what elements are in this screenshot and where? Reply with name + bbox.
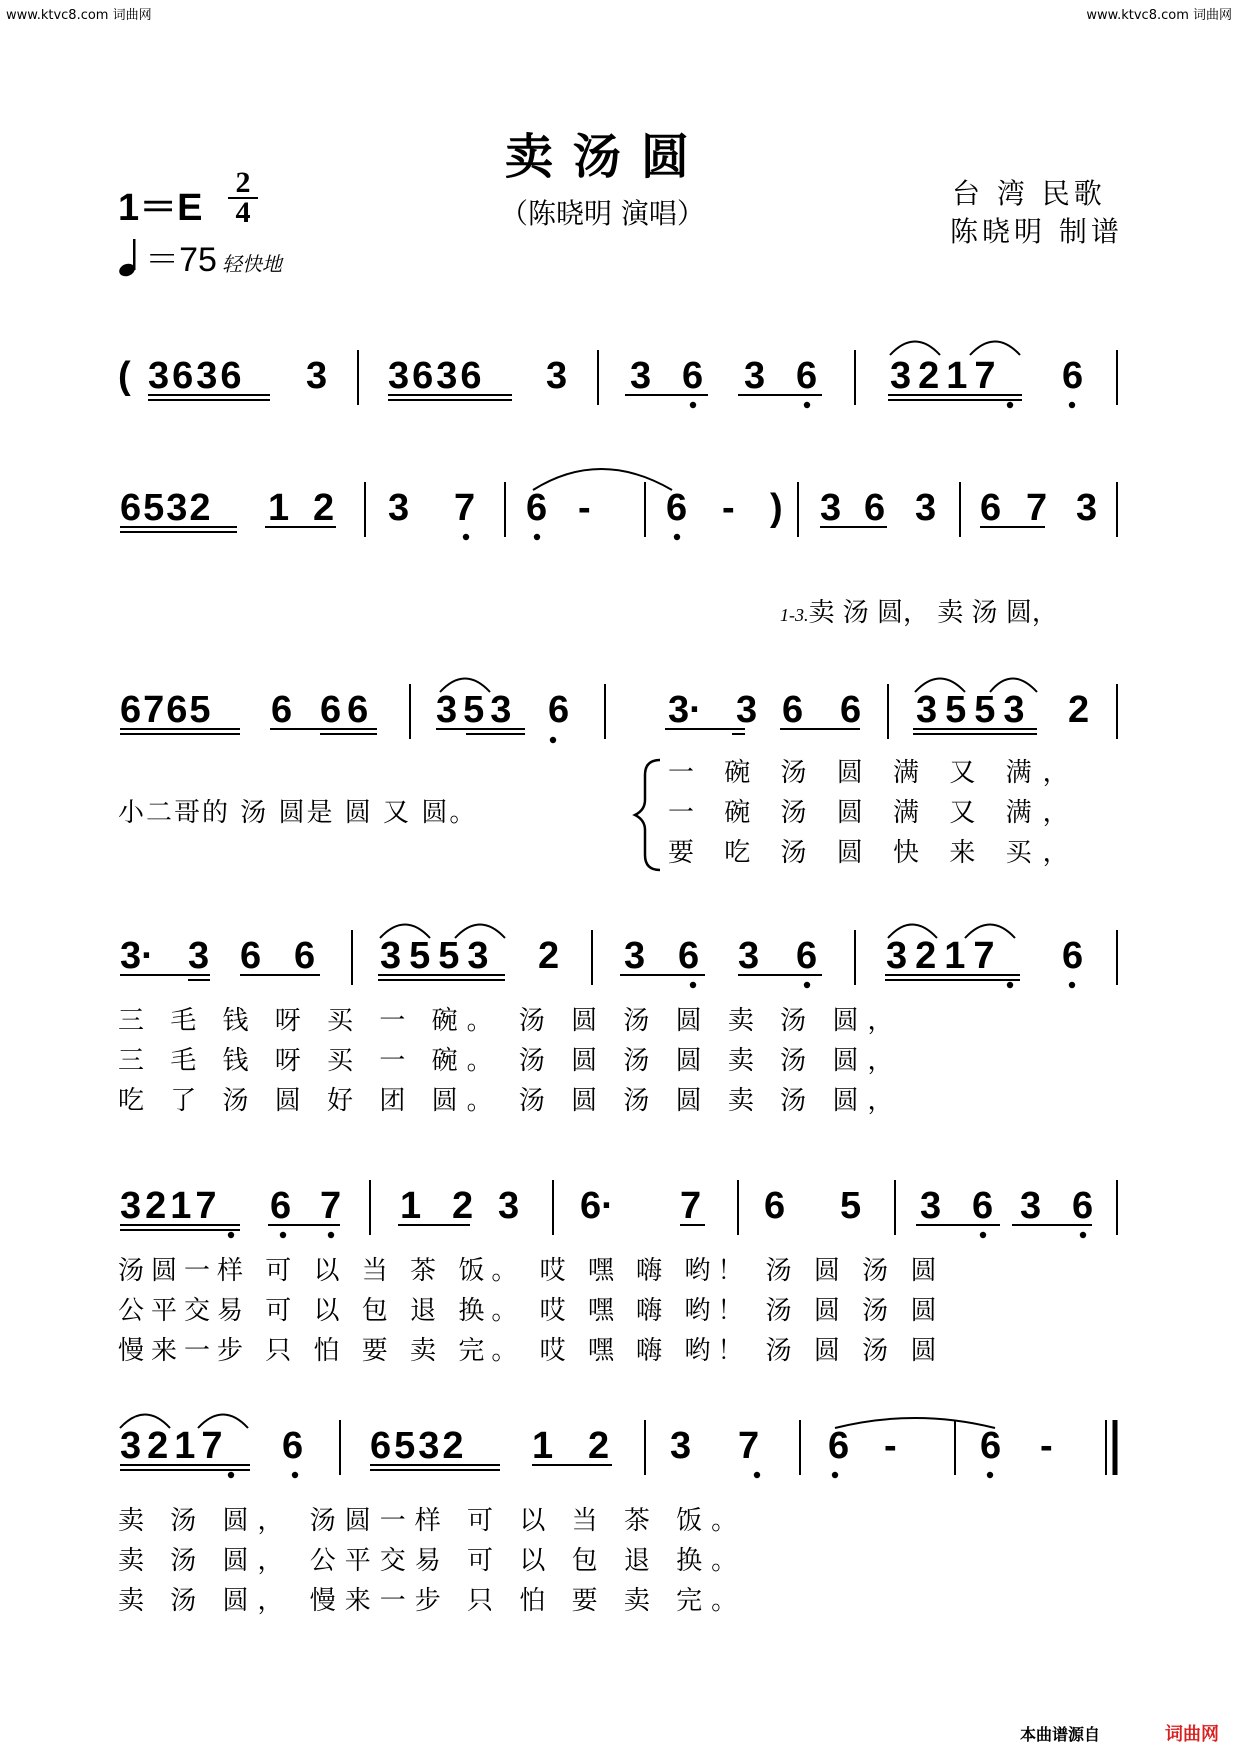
- octave-dot: [228, 1472, 234, 1478]
- lyric-line-4-verse-3: 吃 了 汤 圆 好 团 圆。 汤 圆 汤 圆 卖 汤 圆，: [118, 1086, 903, 1116]
- octave-dot: [463, 534, 469, 540]
- time-signature-top: 2: [235, 166, 251, 199]
- origin-credit: 台 湾 民歌: [952, 177, 1106, 210]
- octave-dot: [328, 1232, 334, 1238]
- song-title: 卖汤圆: [505, 129, 710, 185]
- octave-dot: [1007, 982, 1013, 988]
- lyric-line-6-verse-2: 卖 汤 圆， 公平交易 可 以 包 退 换。: [118, 1546, 747, 1576]
- lyric-line-4-verse-2: 三 毛 钱 呀 买 一 碗。 汤 圆 汤 圆 卖 汤 圆，: [118, 1046, 903, 1076]
- lyric-line-5-verse-2: 公平交易 可 以 包 退 换。 哎 嘿 嗨 哟！ 汤 圆 汤 圆: [118, 1296, 944, 1326]
- octave-dot: [690, 982, 696, 988]
- octave-dot: [292, 1472, 298, 1478]
- lyric-line-2: 1-3.卖 汤 圆， 卖 汤 圆，: [780, 598, 1058, 628]
- octave-dot: [550, 737, 556, 743]
- key-signature: 1＝E: [118, 187, 203, 229]
- octave-dot: [690, 402, 696, 408]
- octave-dot: [1007, 402, 1013, 408]
- tie: [835, 1418, 995, 1428]
- footer-source: 本曲谱源自: [1020, 1725, 1101, 1744]
- arranger-credit: 陈晓明 制谱: [950, 215, 1123, 248]
- octave-dot: [980, 1232, 986, 1238]
- octave-dot: [987, 1472, 993, 1478]
- octave-dot: [1069, 402, 1075, 408]
- lyric-line-5-verse-3: 慢来一步 只 怕 要 卖 完。 哎 嘿 嗨 哟！ 汤 圆 汤 圆: [118, 1336, 944, 1366]
- octave-dot: [1080, 1232, 1086, 1238]
- lyric-line-5-verse-1: 汤圆一样 可 以 当 茶 饭。 哎 嘿 嗨 哟！ 汤 圆 汤 圆: [118, 1256, 944, 1286]
- octave-dot: [674, 534, 680, 540]
- verse-marker: 1-3.: [780, 605, 809, 625]
- lyric-line-6-verse-1: 卖 汤 圆， 汤圆一样 可 以 当 茶 饭。: [118, 1506, 747, 1536]
- tie: [533, 469, 672, 490]
- octave-dot: [534, 534, 540, 540]
- lyric-line-3-verse-2: 一 碗 汤 圆 满 又 满，: [668, 798, 1080, 828]
- lyric-line-3-solo: 小二哥的 汤 圆是 圆 又 圆。: [118, 798, 478, 828]
- octave-dot: [832, 1472, 838, 1478]
- watermark-left: www.ktvc8.com 词曲网: [6, 8, 152, 23]
- footer-brand: 词曲网: [1165, 1724, 1219, 1745]
- lyric-line-3-verse-1: 一 碗 汤 圆 满 又 满，: [668, 758, 1080, 788]
- singer-credit: （陈晓明 演唱）: [500, 197, 705, 230]
- time-signature-bottom: 4: [235, 196, 251, 229]
- lyric-line-3-verse-3: 要 吃 汤 圆 快 来 买，: [668, 838, 1080, 868]
- tempo-word: 轻快地: [222, 252, 283, 276]
- tempo-value: ＝75: [145, 241, 217, 279]
- watermark-right: www.ktvc8.com 词曲网: [1086, 8, 1232, 23]
- octave-dot: [804, 402, 810, 408]
- octave-dot: [754, 1472, 760, 1478]
- slur: [890, 342, 940, 356]
- lyric-line-6-verse-3: 卖 汤 圆， 慢来一步 只 怕 要 卖 完。: [118, 1586, 747, 1616]
- lyric-line-4-verse-1: 三 毛 钱 呀 买 一 碗。 汤 圆 汤 圆 卖 汤 圆，: [118, 1006, 903, 1036]
- octave-dot: [1069, 982, 1075, 988]
- octave-dot: [804, 982, 810, 988]
- octave-dot: [280, 1232, 286, 1238]
- octave-dot: [228, 1232, 234, 1238]
- slur: [970, 342, 1020, 356]
- verse-brace: [635, 760, 660, 870]
